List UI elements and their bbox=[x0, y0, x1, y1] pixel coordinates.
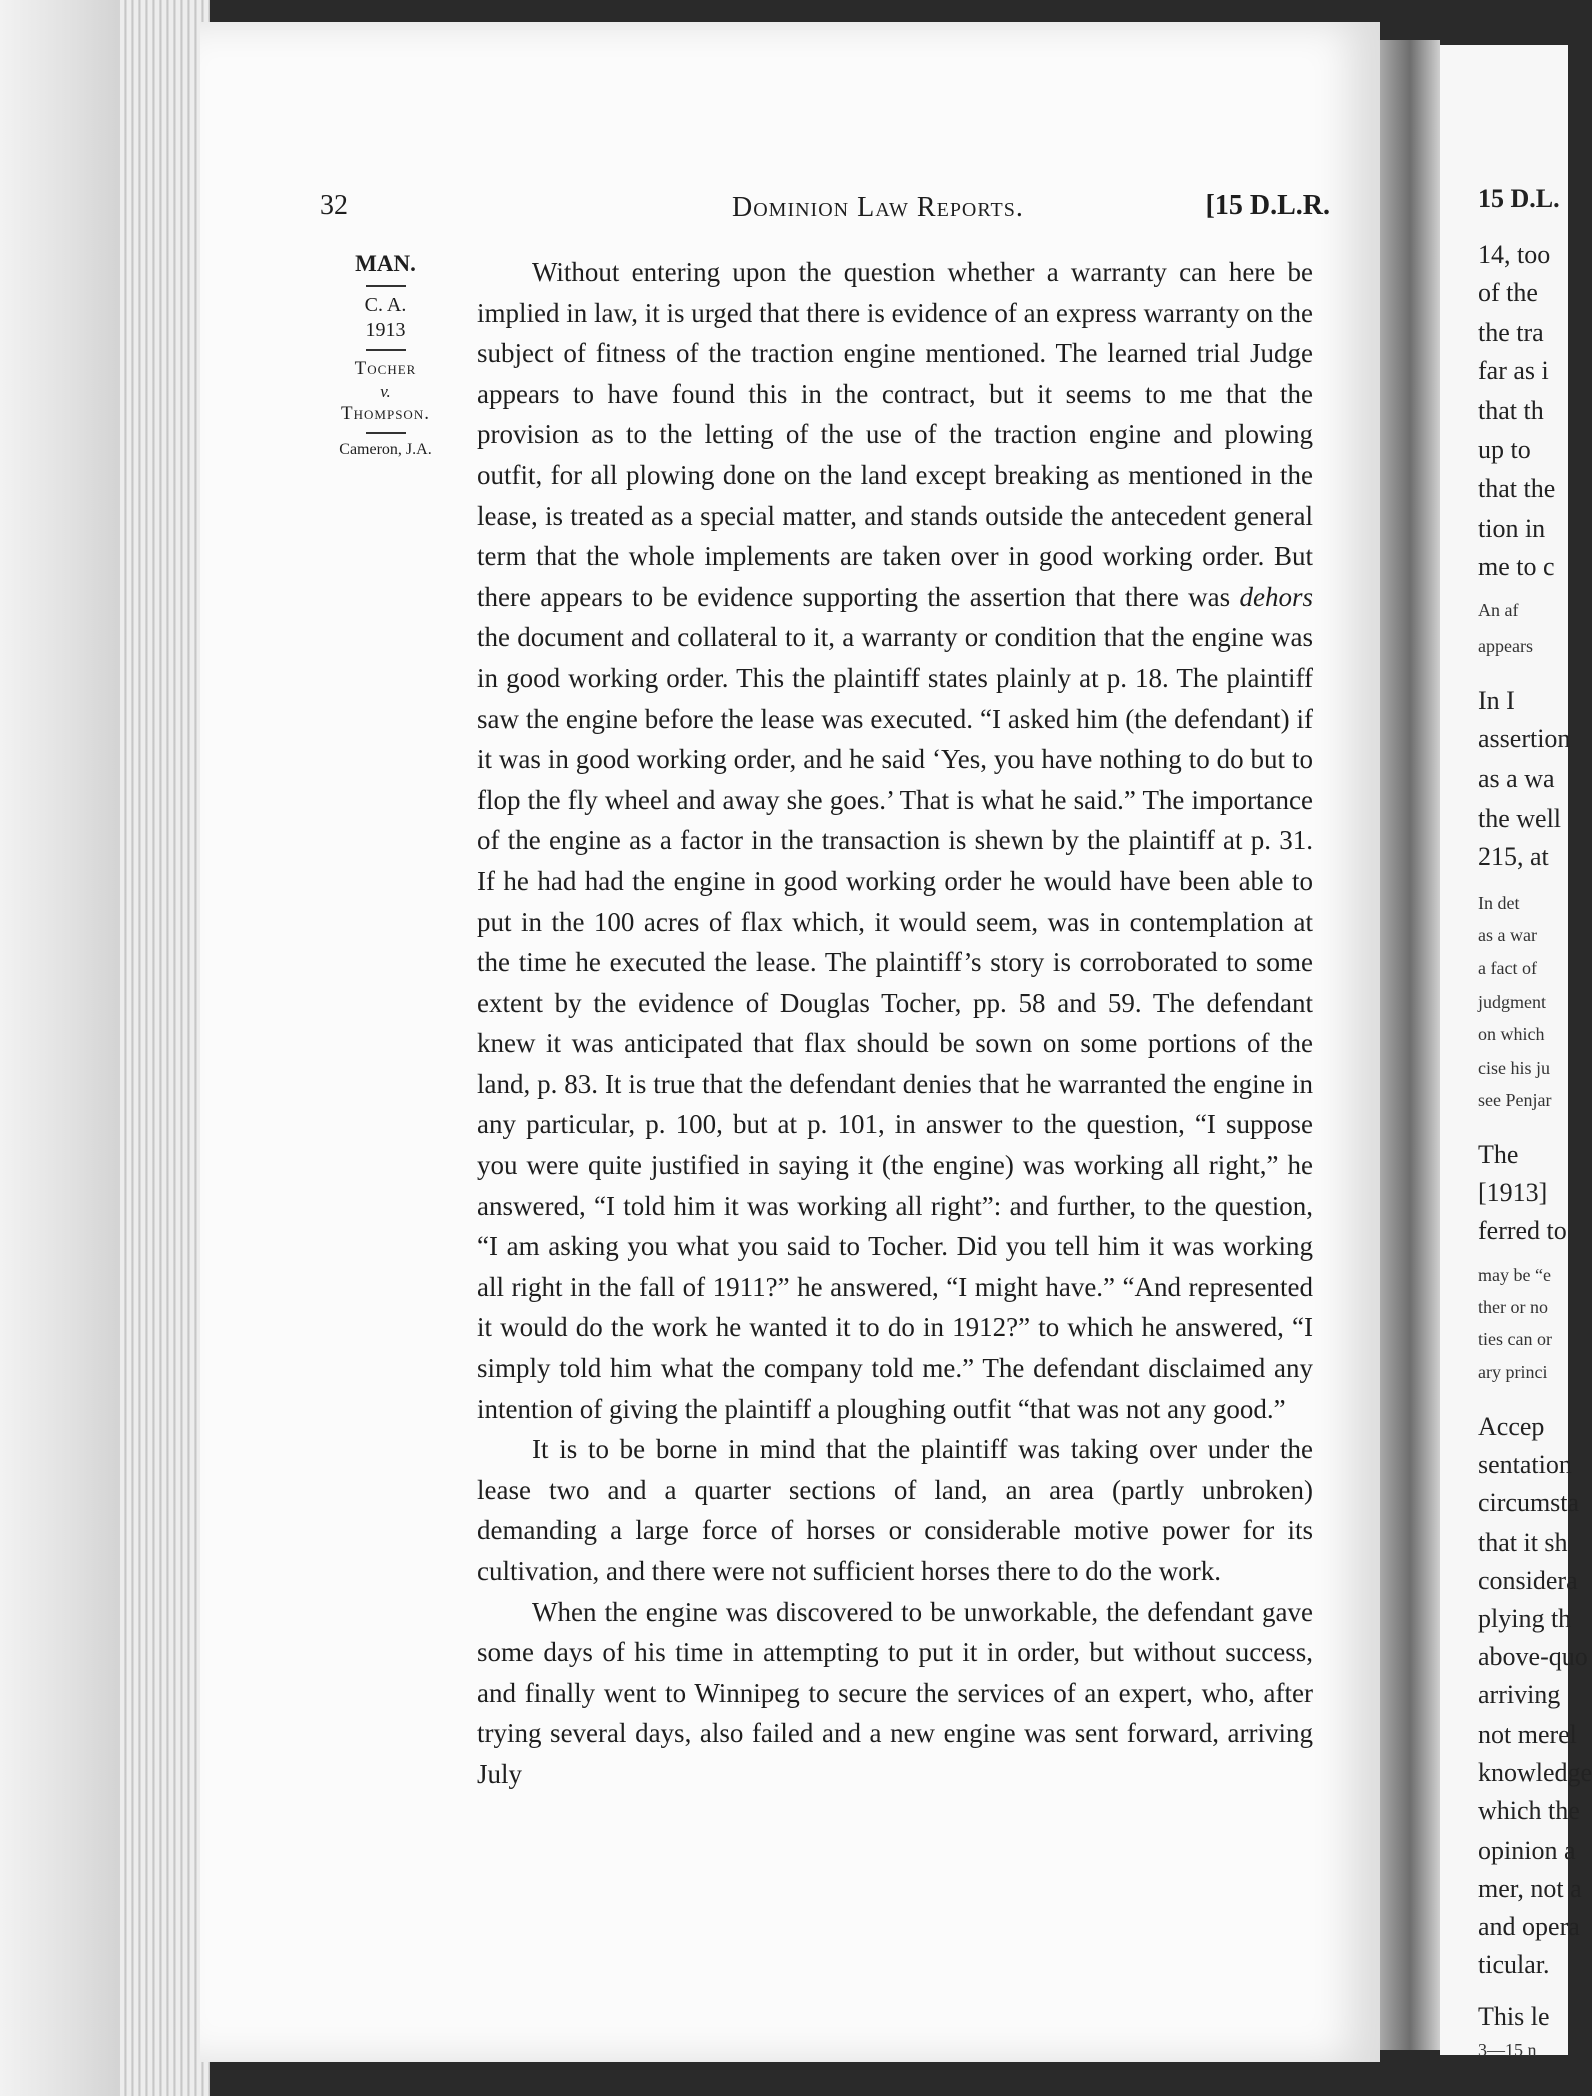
page-number: 32 bbox=[320, 190, 348, 221]
margin-notes bbox=[318, 250, 453, 460]
body-text bbox=[477, 252, 1313, 1795]
next-page-text-fragment: on which bbox=[1478, 1024, 1545, 1044]
next-page-text-fragment: appears bbox=[1478, 636, 1533, 656]
next-page-text-fragment: ticular. bbox=[1478, 1950, 1550, 1979]
next-page-text-fragment: as a wa bbox=[1478, 764, 1555, 793]
next-page-text-fragment: assertion bbox=[1478, 724, 1571, 753]
paragraph-1 bbox=[477, 252, 1313, 1429]
next-page-text-fragment: above-quo bbox=[1478, 1642, 1588, 1671]
next-page-text-fragment: me to c bbox=[1478, 552, 1555, 581]
next-page-text-fragment: as a war bbox=[1478, 925, 1537, 945]
paragraph-1-part-a: Without entering upon the question whether a warranty can here be implied in law, it is urged that there is evidence of an express warranty on the subject of fitness of the traction engine mentioned. The learned trial Judge appears to have found this in the contract, but it seems to me that the provision as to the letting of the use of the traction engine and plowing outfit, for all plowing done on the land except breaking as mentioned in the lease, is treated as a special matter, and stands outside the antecedent general term that the whole implements are taken over in good working order. But there appears to be evidence supporting the assertion that there was bbox=[477, 257, 1313, 612]
margin-rule bbox=[366, 285, 406, 287]
book-gutter bbox=[1380, 40, 1440, 2050]
next-page-text-fragment: opinion a bbox=[1478, 1836, 1576, 1865]
margin-rule bbox=[366, 432, 406, 434]
page-edges bbox=[120, 0, 210, 2096]
next-page-text-fragment: This le bbox=[1478, 2002, 1550, 2031]
next-page-text-fragment: An af bbox=[1478, 600, 1519, 620]
next-page-text-fragment: 215, at bbox=[1478, 842, 1549, 871]
next-page-text-fragment: tion in bbox=[1478, 514, 1546, 543]
next-page-text-fragment: which the bbox=[1478, 1796, 1580, 1825]
next-page-text-fragment: knowledge bbox=[1478, 1758, 1592, 1787]
judge-label: Cameron, J.A. bbox=[339, 440, 432, 458]
next-page-text-fragment: ary princi bbox=[1478, 1362, 1548, 1382]
next-page-text-fragment: may be “e bbox=[1478, 1265, 1551, 1285]
next-page-text-fragment: arriving bbox=[1478, 1680, 1561, 1709]
next-page-text-fragment: sentation bbox=[1478, 1450, 1572, 1479]
next-page-text-fragment: In det bbox=[1478, 893, 1520, 913]
next-page-text-fragment: ther or no bbox=[1478, 1297, 1548, 1317]
next-page-text-fragment: and opera bbox=[1478, 1912, 1580, 1941]
year-label: 1913 bbox=[365, 318, 406, 341]
paragraph-1-part-b: the document and collateral to it, a warranty or condition that the engine was in good working order. This the plaintiff states plainly at p. 18. The plaintiff saw the engine before the lease was executed. “I asked him (the defendant) if it was in good working order, and he said ‘Yes, you have nothing to do but to flop the fly wheel and away she goes.’ That is what he said.” The importance of the engine as a factor in the transaction is shewn by the plaintiff at p. 31. If he had had the engine in good working order he would have been able to put in the 100 acres of flax which, it would seem, was in contemplation at the time he executed the lease. The plaintiff’s story is corroborated to some extent by the evidence of Douglas Tocher, pp. 58 and 59. The defendant knew it was anticipated that flax should be sown on some portions of the land, p. 83. It is true that the defendant denies that he warranted the engine in any particular, p. 100, but at p. 101, in answer to the question, “I suppose you were quite justified in saying it (the engine) was working all right,” he answered, “I told him it was working all right”: and further, to the question, “I am asking you what you said to Tocher. Did you tell him it was working all right in the fall of 1911?” he answered, “I might have.” “And represented it would do the work he wanted it to do in 1912?” to which he answered, “I simply told him what the company told me.” The defendant disclaimed any intention of giving the plaintiff a ploughing outfit “that was not any good.” bbox=[477, 622, 1313, 1424]
next-page-text-fragment: the tra bbox=[1478, 318, 1544, 347]
next-page-text-fragment: that it sh bbox=[1478, 1528, 1568, 1557]
next-page-text-fragment: far as i bbox=[1478, 356, 1549, 385]
next-page-text-fragment: a fact of bbox=[1478, 958, 1537, 978]
next-page-text-fragment: ferred to bbox=[1478, 1216, 1567, 1245]
next-page-header-fragment: 15 D.L. bbox=[1478, 184, 1560, 213]
next-page-text-fragment: In I bbox=[1478, 686, 1515, 715]
next-page-text-fragment: cise his ju bbox=[1478, 1058, 1550, 1078]
margin-rule bbox=[366, 349, 406, 351]
next-page-text-fragment: The bbox=[1478, 1140, 1519, 1169]
running-head bbox=[320, 190, 1330, 230]
next-page-text-fragment: judgment bbox=[1478, 992, 1546, 1012]
next-page-text-fragment: circumsta bbox=[1478, 1488, 1580, 1517]
party-1: Tocher bbox=[354, 357, 417, 379]
next-page-text-fragment: see Penjar bbox=[1478, 1090, 1552, 1110]
next-page-text-fragment: 3—15 n bbox=[1478, 2040, 1537, 2060]
next-page-text-fragment: plying th bbox=[1478, 1604, 1572, 1633]
next-page-text-fragment: of the bbox=[1478, 278, 1538, 307]
next-page-text-fragment: [1913] bbox=[1478, 1178, 1548, 1207]
paragraph-2: It is to be borne in mind that the plaintiff was taking over under the lease two and a quarter sections of land, an area (partly unbroken) demanding a large force of horses or considerable motive power for its cultivation, and there were not sufficient horses there to do the work. bbox=[477, 1434, 1313, 1586]
next-page-text-fragment: considera bbox=[1478, 1566, 1578, 1595]
paragraph-1-italic: dehors bbox=[1239, 581, 1313, 612]
next-page-text-fragment: the well bbox=[1478, 804, 1562, 833]
next-page-text-fragment: that th bbox=[1478, 396, 1544, 425]
province-label: MAN. bbox=[355, 251, 416, 276]
next-page-text-fragment: ties can or bbox=[1478, 1329, 1552, 1349]
book-cover-edge bbox=[0, 0, 135, 2096]
right-page-partial bbox=[1440, 45, 1592, 2060]
versus-label: v. bbox=[380, 381, 391, 401]
volume-reference: [15 D.L.R. bbox=[1205, 190, 1330, 221]
next-page-text-fragment: up to bbox=[1478, 435, 1531, 464]
party-2: Thompson. bbox=[341, 402, 430, 424]
next-page-text-fragment: 14, too bbox=[1478, 240, 1551, 269]
next-page-text-fragment: Accep bbox=[1478, 1412, 1545, 1441]
journal-title: Dominion Law Reports. bbox=[732, 192, 1024, 223]
paragraph-3: When the engine was discovered to be unworkable, the defendant gave some days of his time in attempting to put it in order, but without success, and finally went to Winnipeg to secure the services of an expert, who, after trying several days, also failed and a new engine was sent forward, arriving July bbox=[477, 1596, 1313, 1789]
court-label: C. A. bbox=[364, 293, 407, 316]
next-page-text-fragment: mer, not a bbox=[1478, 1874, 1582, 1903]
next-page-text-fragment: that the bbox=[1478, 474, 1556, 503]
next-page-text-fragment: not merel bbox=[1478, 1720, 1577, 1749]
